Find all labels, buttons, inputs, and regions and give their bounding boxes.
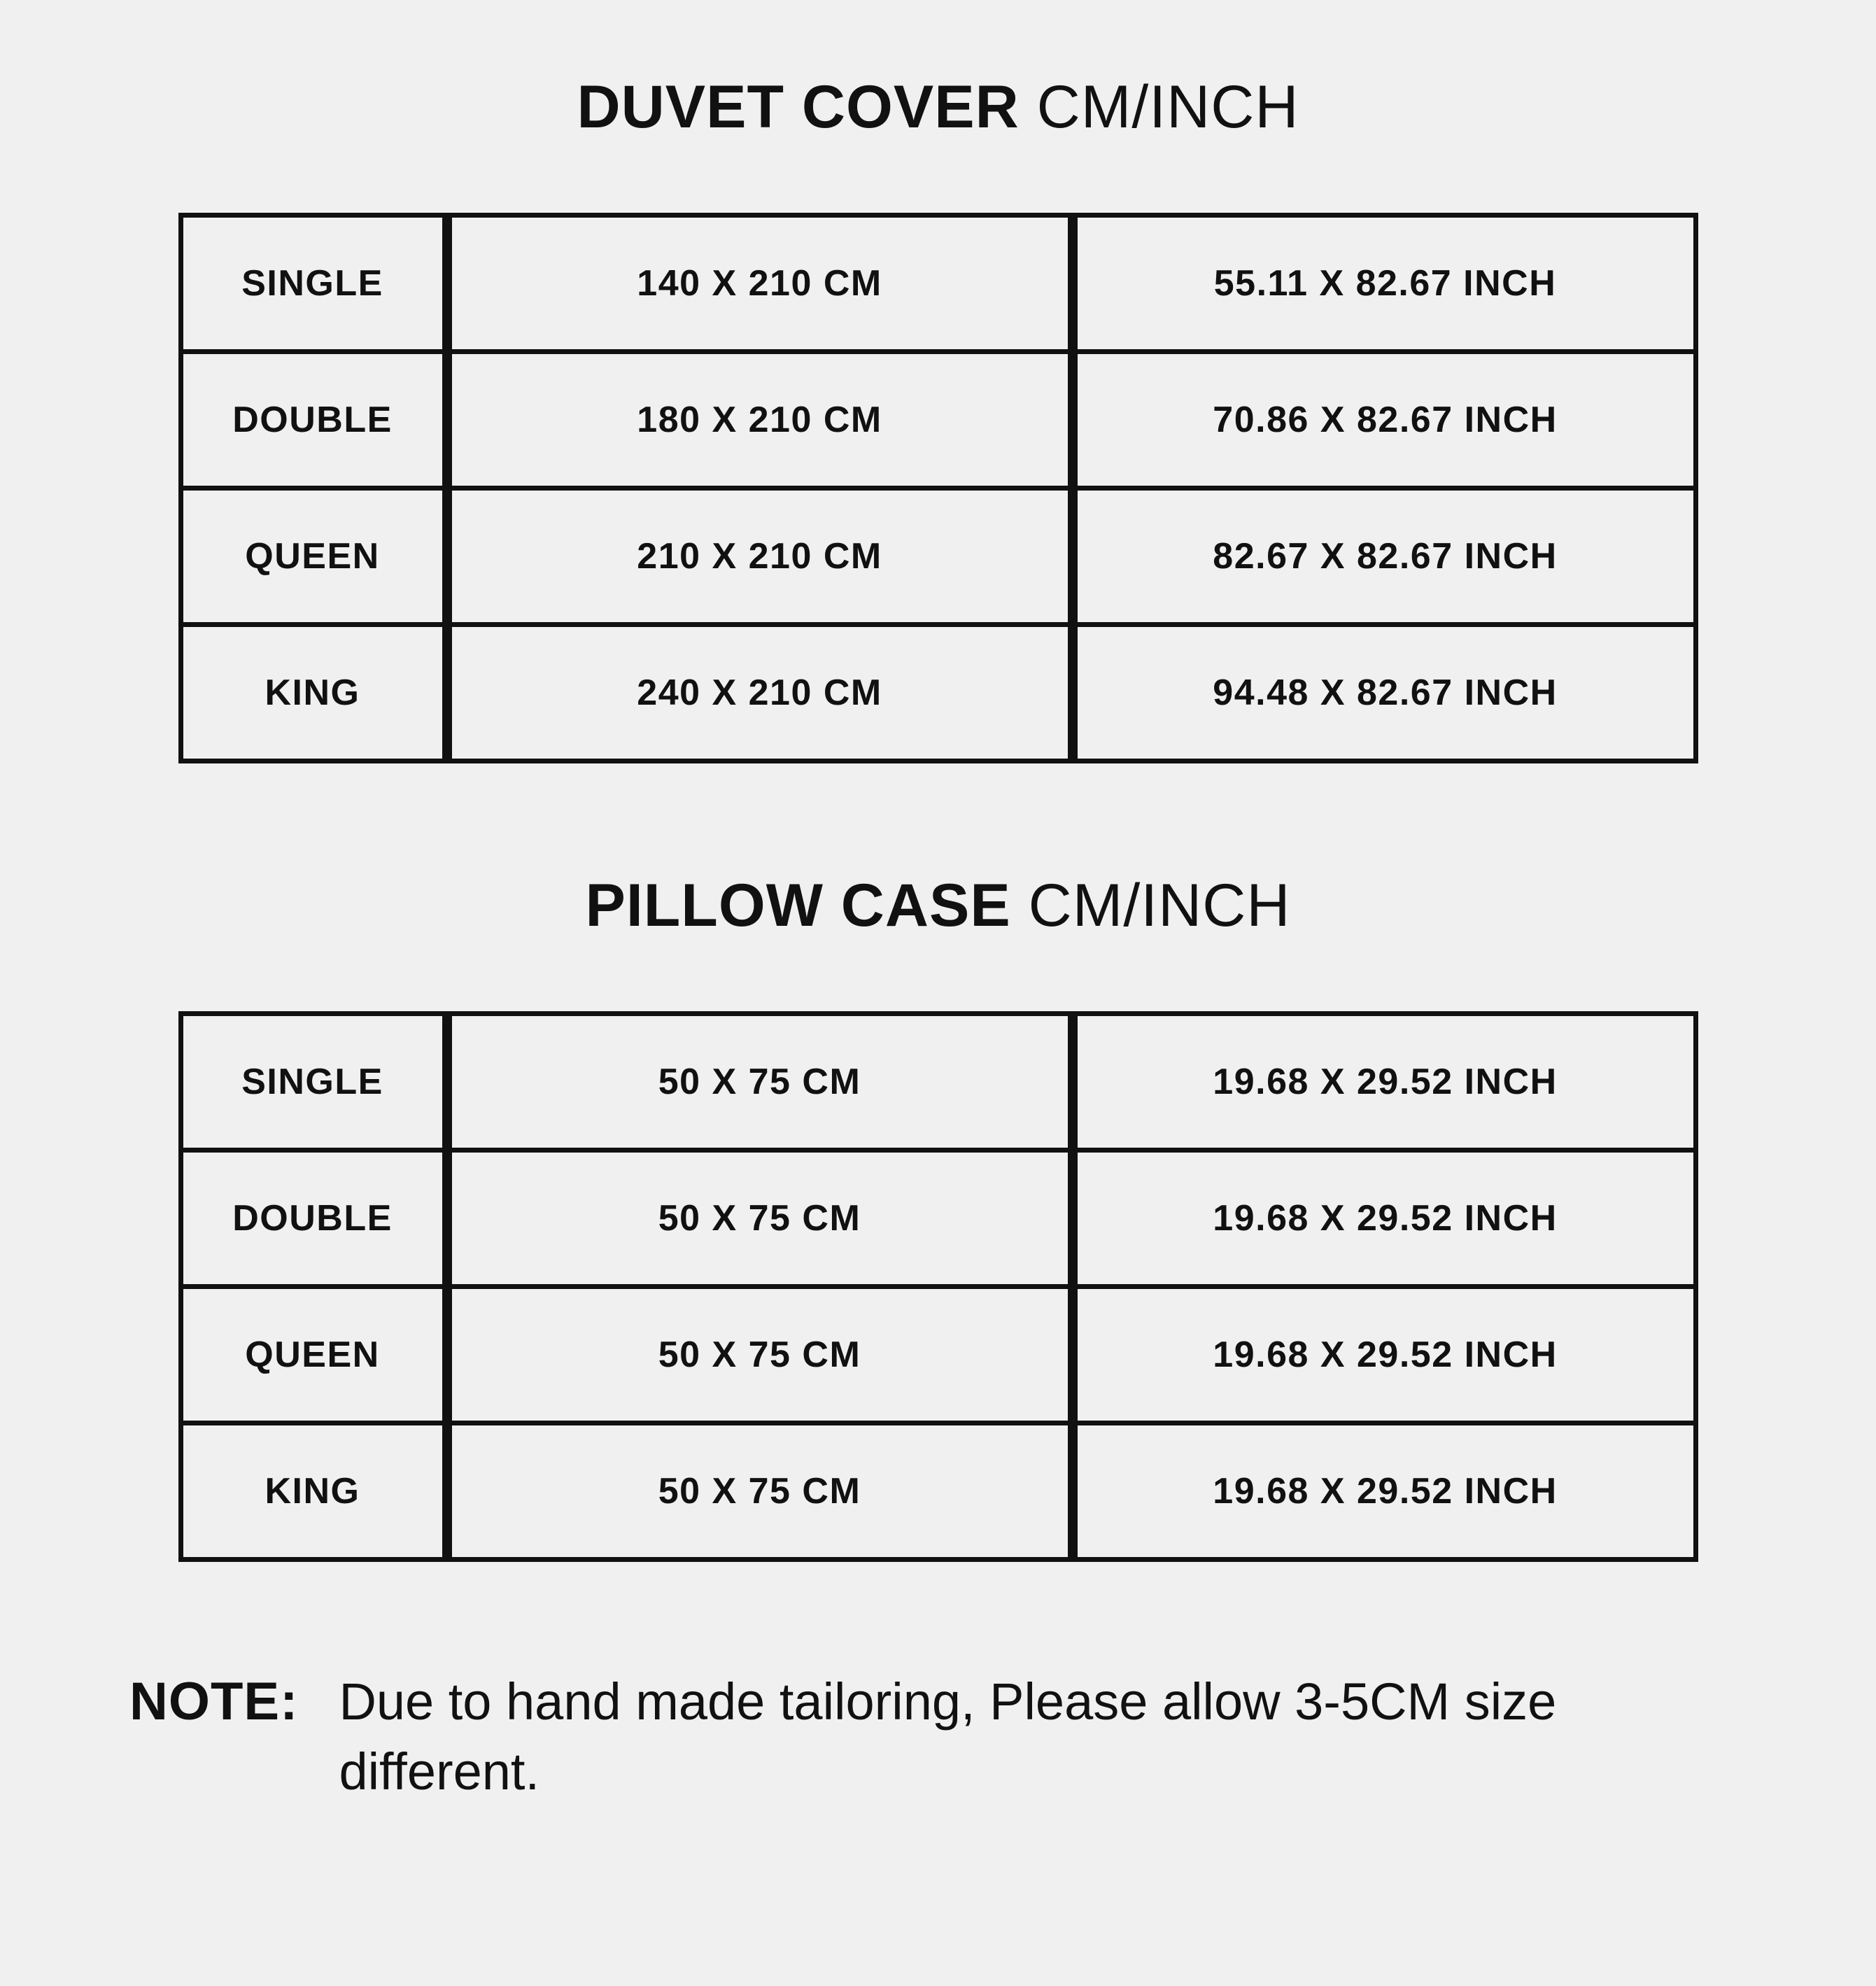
duvet-row-queen-label: QUEEN <box>178 491 447 627</box>
duvet-cover-table <box>178 213 1698 763</box>
duvet-row-single-label: SINGLE <box>178 213 447 354</box>
pillow-row-king-label: KING <box>178 1425 447 1562</box>
table-row <box>178 1011 1698 1153</box>
duvet-row-queen-cm: 210 X 210 CM <box>447 491 1073 627</box>
duvet-row-single-inch: 55.11 X 82.67 INCH <box>1073 213 1698 354</box>
size-chart-page <box>0 73 1876 1986</box>
table-row <box>178 627 1698 763</box>
table-row <box>178 1153 1698 1289</box>
pillow-row-double-label: DOUBLE <box>178 1153 447 1289</box>
pillow-row-king-cm: 50 X 75 CM <box>447 1425 1073 1562</box>
duvet-row-single-cm: 140 X 210 CM <box>447 213 1073 354</box>
table-row <box>178 354 1698 491</box>
duvet-row-double-inch: 70.86 X 82.67 INCH <box>1073 354 1698 491</box>
table-row <box>178 1289 1698 1425</box>
pillow-row-single-inch: 19.68 X 29.52 INCH <box>1073 1011 1698 1153</box>
duvet-row-queen-inch: 82.67 X 82.67 INCH <box>1073 491 1698 627</box>
pillow-case-table-wrapper <box>0 1011 1876 1562</box>
duvet-cover-heading <box>0 73 1876 141</box>
table-row <box>178 1425 1698 1562</box>
pillow-row-queen-inch: 19.68 X 29.52 INCH <box>1073 1289 1698 1425</box>
pillow-case-heading <box>0 872 1876 939</box>
pillow-row-double-inch: 19.68 X 29.52 INCH <box>1073 1153 1698 1289</box>
pillow-row-double-cm: 50 X 75 CM <box>447 1153 1073 1289</box>
duvet-row-king-cm: 240 X 210 CM <box>447 627 1073 763</box>
pillow-case-table <box>178 1011 1698 1562</box>
note-label: NOTE: <box>129 1672 299 1731</box>
table-row <box>178 491 1698 627</box>
pillow-row-single-cm: 50 X 75 CM <box>447 1011 1073 1153</box>
pillow-row-queen-label: QUEEN <box>178 1289 447 1425</box>
pillow-case-heading-bold: PILLOW CASE <box>585 872 1011 939</box>
duvet-cover-table-wrapper <box>0 213 1876 763</box>
duvet-row-double-label: DOUBLE <box>178 354 447 491</box>
table-row <box>178 213 1698 354</box>
duvet-row-double-cm: 180 X 210 CM <box>447 354 1073 491</box>
duvet-cover-heading-units: CM/INCH <box>1019 73 1299 141</box>
duvet-row-king-label: KING <box>178 627 447 763</box>
duvet-row-king-inch: 94.48 X 82.67 INCH <box>1073 627 1698 763</box>
pillow-case-heading-units: CM/INCH <box>1010 872 1291 939</box>
duvet-cover-heading-bold: DUVET COVER <box>577 73 1020 141</box>
pillow-row-single-label: SINGLE <box>178 1011 447 1153</box>
pillow-row-king-inch: 19.68 X 29.52 INCH <box>1073 1425 1698 1562</box>
note-text: Due to hand made tailoring, Please allow 3-5CM size different. <box>339 1672 1557 1801</box>
pillow-row-queen-cm: 50 X 75 CM <box>447 1289 1073 1425</box>
note-section <box>0 1667 1876 1807</box>
